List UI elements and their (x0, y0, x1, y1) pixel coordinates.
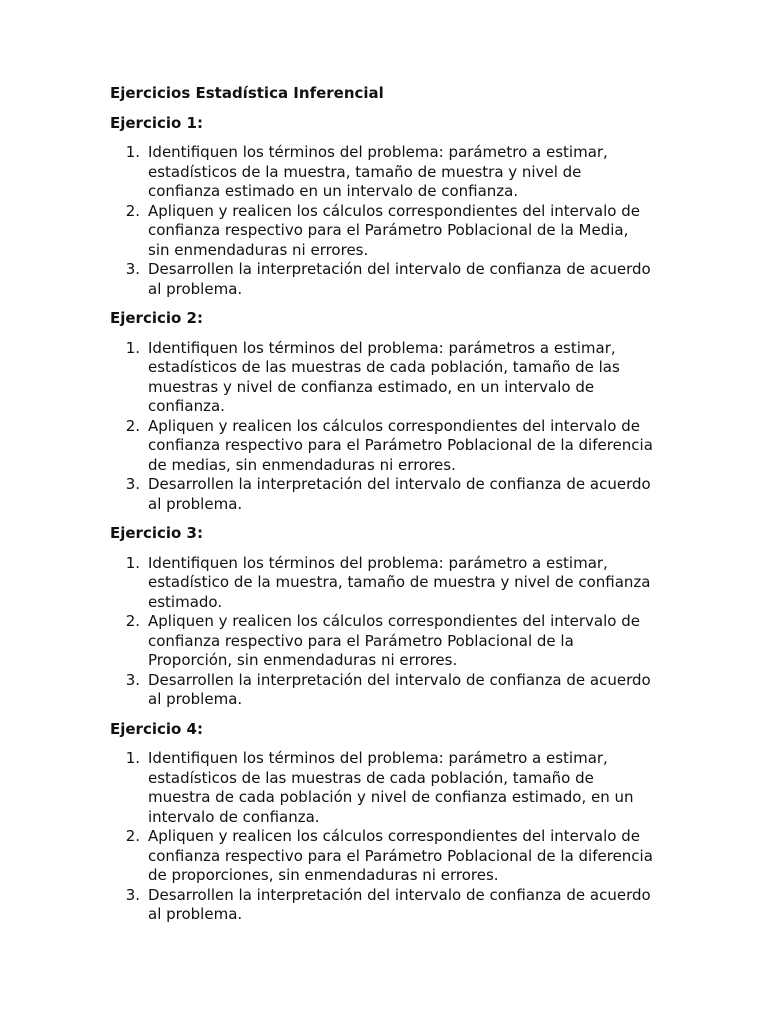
list-item-text: Desarrollen la interpretación del intervalo de confianza de acuerdo al problema. (148, 475, 651, 513)
list-item (110, 260, 668, 299)
list-item-number: 1. (125, 338, 140, 357)
list-item-number: 2. (125, 612, 140, 630)
exercise-2-list (110, 339, 668, 515)
list-item-text: Desarrollen la interpretación del intervalo de confianza de acuerdo al problema. (148, 260, 651, 298)
exercise-1-list (110, 143, 668, 299)
list-item-number: 2. (125, 416, 140, 435)
list-item (110, 417, 668, 476)
list-item-number: 3. (125, 260, 140, 278)
exercise-4-list (110, 749, 668, 925)
exercise-3-section (110, 524, 668, 710)
list-item-text: Desarrollen la interpretación del intervalo de confianza de acuerdo al problema. (148, 885, 651, 923)
list-item (110, 143, 668, 202)
exercise-3-heading: Ejercicio 3: (110, 524, 203, 542)
exercise-1-section (110, 114, 668, 300)
exercise-1-heading: Ejercicio 1: (110, 113, 203, 132)
list-item-number: 1. (125, 143, 140, 161)
list-item (110, 886, 668, 925)
list-item-number: 3. (125, 885, 140, 904)
list-item (110, 339, 668, 417)
exercise-2-section (110, 309, 668, 514)
list-item (110, 671, 668, 710)
list-item (110, 475, 668, 514)
exercise-4-heading: Ejercicio 4: (110, 719, 203, 738)
list-item (110, 749, 668, 827)
list-item-number: 2. (125, 201, 140, 220)
list-item-text: Identifiquen los términos del problema: parámetro a estimar, estadístico de la muestra, tamaño de muestra y nivel de confianza estimado. (148, 553, 651, 611)
list-item-text: Apliquen y realicen los cálculos correspondientes del intervalo de confianza respectivo para el Parámetro Poblacional de la Proporción, sin enmendaduras ni errores. (148, 612, 640, 669)
list-item-text: Apliquen y realicen los cálculos correspondientes del intervalo de confianza respectivo para el Parámetro Poblacional de la Media, sin enmendaduras ni errores. (148, 201, 640, 259)
list-item-text: Identifiquen los términos del problema: parámetros a estimar, estadísticos de las muestras de cada población, tamaño de las muestras y nivel de confianza estimado, en un intervalo de confianza. (148, 338, 620, 415)
list-item-text: Apliquen y realicen los cálculos correspondientes del intervalo de confianza respectivo para el Parámetro Poblacional de la diferencia de medias, sin enmendaduras ni errores. (148, 416, 653, 474)
list-item-number: 1. (125, 553, 140, 572)
list-item-number: 2. (125, 827, 140, 845)
list-item-text: Desarrollen la interpretación del intervalo de confianza de acuerdo al problema. (148, 670, 651, 708)
list-item (110, 202, 668, 261)
list-item (110, 554, 668, 613)
list-item-number: 1. (125, 749, 140, 767)
exercise-2-heading: Ejercicio 2: (110, 309, 203, 327)
list-item-text: Apliquen y realicen los cálculos correspondientes del intervalo de confianza respectivo para el Parámetro Poblacional de la diferencia de proporciones, sin enmendaduras ni errores. (148, 827, 653, 884)
list-item-number: 3. (125, 475, 140, 493)
list-item (110, 827, 668, 886)
exercise-3-list (110, 554, 668, 710)
list-item-number: 3. (125, 670, 140, 689)
exercise-4-section (110, 720, 668, 925)
list-item-text: Identifiquen los términos del problema: parámetro a estimar, estadísticos de la muestra, tamaño de muestra y nivel de confianza estimado en un intervalo de confianza. (148, 143, 608, 200)
list-item (110, 612, 668, 671)
document-title: Ejercicios Estadística Inferencial (110, 84, 384, 102)
list-item-text: Identifiquen los términos del problema: parámetro a estimar, estadísticos de las muestras de cada población, tamaño de muestra de cada población y nivel de confianza estimado, en un intervalo de confianza. (148, 749, 634, 826)
